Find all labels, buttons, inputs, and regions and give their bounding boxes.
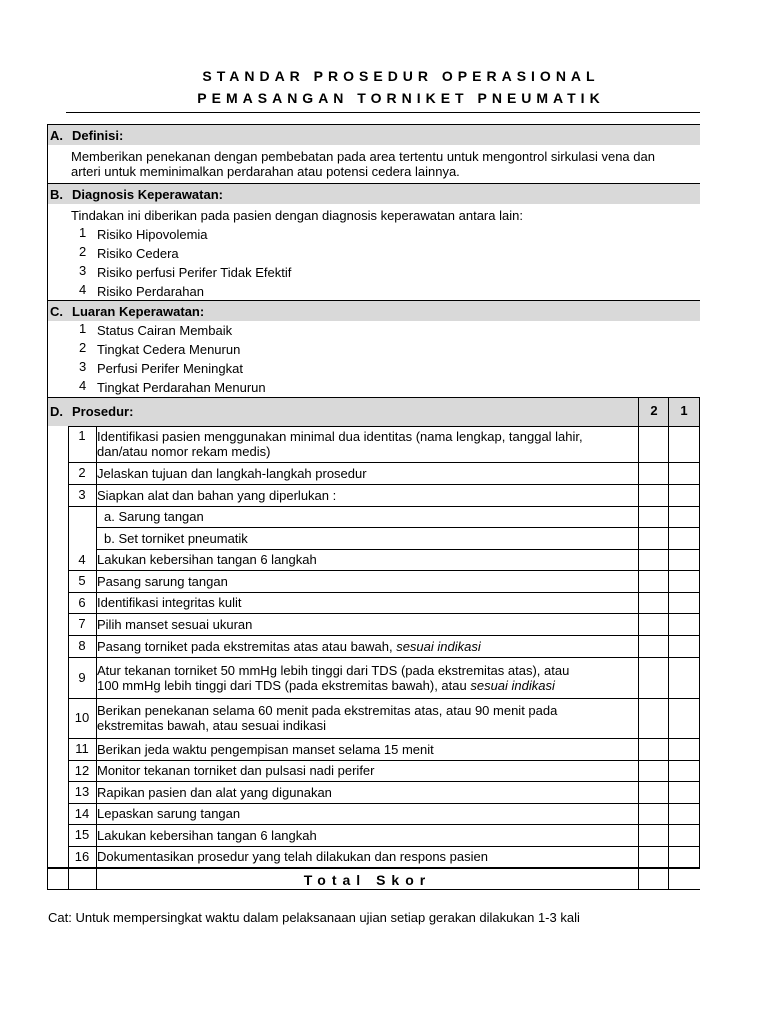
outcome-item-number: 3 [79, 359, 87, 374]
diagnosis-item-text: Risiko Perdarahan [97, 284, 204, 299]
outcome-item-number: 1 [79, 321, 87, 336]
step-text-line1: Identifikasi pasien menggunakan minimal dua identitas (nama lengkap, tanggal lahir, [97, 429, 583, 444]
table-row-divider [68, 781, 700, 782]
step-number: 6 [78, 594, 86, 610]
table-row-divider [68, 570, 700, 571]
number-column-border [96, 426, 97, 890]
table-row-divider [68, 824, 700, 825]
step-text-line1: Berikan penekanan selama 60 menit pada ekstremitas atas, atau 90 menit pada [97, 703, 558, 718]
section-a-label: Definisi: [72, 128, 124, 143]
step-number: 14 [74, 805, 90, 821]
diagnosis-item-number: 2 [79, 244, 87, 259]
step-text-line1: a. Sarung tangan [104, 509, 204, 524]
diagnosis-item-text: Risiko Cedera [97, 246, 179, 261]
outcome-item-text: Tingkat Perdarahan Menurun [97, 380, 266, 395]
letter-column-border [68, 426, 69, 890]
step-text-line1: Pasang torniket pada ekstremitas atas atau bawah, sesuai indikasi [97, 638, 481, 654]
total-score-label: Total Skor [303, 872, 432, 888]
score-column-1-header: 1 [680, 403, 688, 418]
step-number: 7 [78, 616, 86, 631]
step-number: 11 [75, 741, 89, 756]
table-row-divider [68, 846, 700, 847]
footer-note: Cat: Untuk mempersingkat waktu dalam pelaksanaan ujian setiap gerakan dilakukan 1-3 kali [48, 910, 580, 925]
left-border [47, 124, 48, 890]
step-number: 5 [78, 573, 86, 588]
outcome-item-text: Tingkat Cedera Menurun [97, 342, 241, 357]
document-title-line1: STANDAR PROSEDUR OPERASIONAL [202, 68, 600, 84]
step-number: 13 [74, 784, 90, 799]
table-row-divider [68, 698, 700, 699]
section-b-intro: Tindakan ini diberikan pada pasien dengan diagnosis keperawatan antara lain: [71, 208, 523, 223]
step-number: 9 [78, 669, 86, 685]
section-a-body-line1: Memberikan penekanan dengan pembebatan pada area tertentu untuk mengontrol sirkulasi vena dan [71, 149, 655, 164]
section-d-label: Prosedur: [72, 404, 134, 419]
table-row-divider [68, 484, 700, 485]
step-italic-text: sesuai indikasi [396, 638, 481, 654]
table-row-divider [68, 803, 700, 804]
table-row-divider [68, 592, 700, 593]
step-number: 12 [74, 762, 90, 778]
outcome-item-number: 2 [79, 340, 87, 355]
table-bottom-border [47, 889, 700, 890]
step-text-line1: Rapikan pasien dan alat yang digunakan [97, 784, 332, 800]
score-1-column-border [668, 397, 669, 890]
table-row-divider [68, 738, 700, 739]
step-text-line2: ekstremitas bawah, atau sesuai indikasi [97, 718, 327, 733]
step-text-line1: Pasang sarung tangan [97, 573, 228, 589]
section-a-body-line2: arteri untuk meminimalkan perdarahan atau potensi cedera lainnya. [71, 164, 460, 179]
table-bottom-border [47, 867, 700, 869]
step-text-line1: Lepaskan sarung tangan [97, 806, 241, 821]
step-text-line1: Lakukan kebersihan tangan 6 langkah [97, 552, 317, 567]
diagnosis-item-number: 1 [79, 225, 87, 240]
step-text-line2: dan/atau nomor rekam medis) [97, 444, 271, 459]
section-a-letter: A. [50, 128, 63, 143]
table-row-divider [68, 613, 700, 614]
step-text-line1: Atur tekanan torniket 50 mmHg lebih tinggi dari TDS (pada ekstremitas atas), atau [97, 662, 570, 678]
table-row-divider [68, 760, 700, 761]
table-row-divider [68, 506, 700, 507]
section-c-header [47, 300, 700, 321]
table-row-divider [68, 657, 700, 658]
step-text-line1: Lakukan kebersihan tangan 6 langkah [97, 827, 317, 843]
step-text-line1: Siapkan alat dan bahan yang diperlukan : [97, 487, 337, 503]
section-d-letter: D. [50, 404, 63, 419]
step-number: 2 [78, 465, 86, 480]
diagnosis-item-number: 3 [79, 263, 87, 278]
outcome-item-number: 4 [79, 378, 87, 393]
step-number: 4 [78, 551, 86, 567]
section-d-header [47, 397, 700, 426]
step-text-line1: Identifikasi integritas kulit [97, 595, 242, 610]
table-row-divider [68, 635, 700, 636]
step-number: 16 [74, 848, 90, 864]
step-text-line1: Jelaskan tujuan dan langkah-langkah prosedur [97, 465, 367, 481]
step-text-line1: Monitor tekanan torniket dan pulsasi nadi perifer [97, 763, 375, 778]
step-number: 10 [74, 710, 90, 725]
score-2-column-border [638, 397, 639, 890]
score-column-2-header: 2 [650, 403, 658, 418]
section-a-header [47, 124, 700, 145]
step-text-line1: Dokumentasikan prosedur yang telah dilakukan dan respons pasien [97, 849, 488, 864]
step-text-line1: Pilih manset sesuai ukuran [97, 616, 253, 632]
step-number: 8 [78, 638, 86, 653]
section-b-label: Diagnosis Keperawatan: [72, 187, 223, 202]
outcome-item-text: Perfusi Perifer Meningkat [97, 361, 243, 376]
outcome-item-text: Status Cairan Membaik [97, 323, 233, 338]
section-b-header [47, 183, 700, 204]
step-number: 3 [78, 487, 86, 502]
section-b-letter: B. [50, 187, 63, 202]
diagnosis-item-text: Risiko perfusi Perifer Tidak Efektif [97, 265, 292, 280]
table-row-divider [68, 426, 700, 427]
right-border [699, 397, 700, 867]
title-underline [66, 112, 700, 113]
table-row-divider [97, 527, 700, 528]
step-number: 1 [78, 428, 86, 443]
section-c-label: Luaran Keperawatan: [72, 304, 205, 319]
table-row-divider [68, 462, 700, 463]
step-text-line1: b. Set torniket pneumatik [104, 530, 248, 546]
step-italic-text: sesuai indikasi [470, 677, 555, 693]
diagnosis-item-number: 4 [79, 282, 87, 297]
step-text-line1: Berikan jeda waktu pengempisan manset selama 15 menit [97, 741, 434, 757]
table-row-divider [97, 549, 700, 550]
document-title-line2: PEMASANGAN TORNIKET PNEUMATIK [197, 90, 605, 106]
diagnosis-item-text: Risiko Hipovolemia [97, 227, 208, 242]
step-text-line2: 100 mmHg lebih tinggi dari TDS (pada ekstremitas bawah), atau sesuai indikasi [97, 677, 555, 693]
section-c-letter: C. [50, 304, 63, 319]
step-number: 15 [74, 827, 90, 842]
